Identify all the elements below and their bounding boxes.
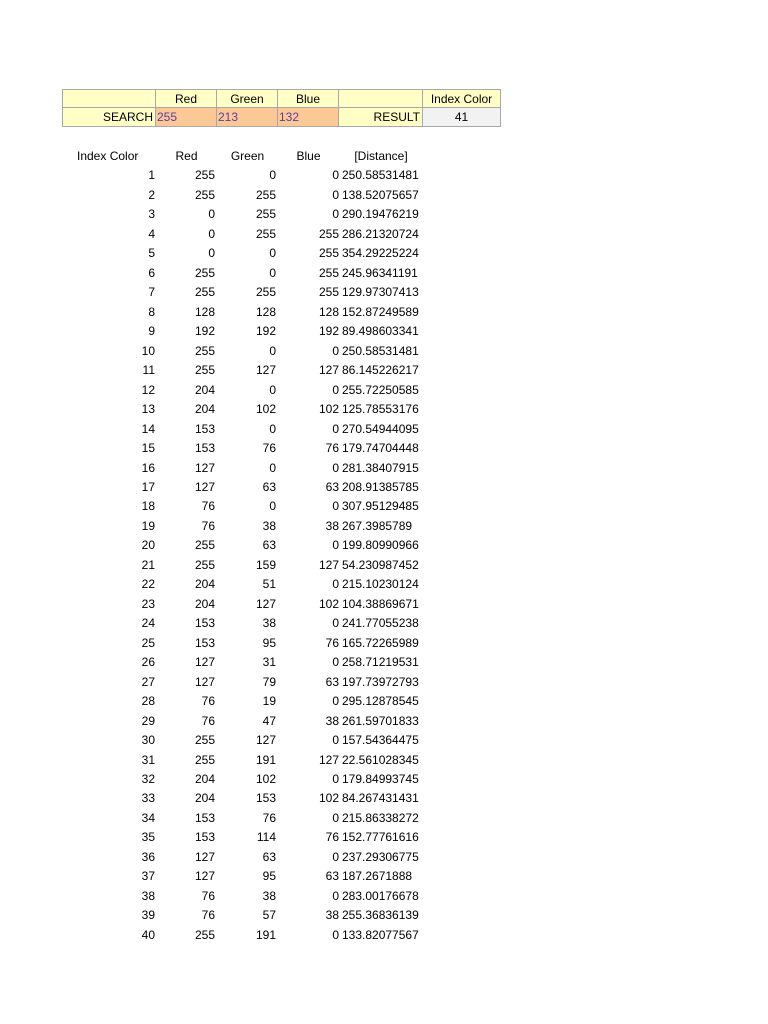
table-row — [62, 205, 423, 224]
search-block — [62, 89, 501, 127]
cell-green[interactable]: 51 — [262, 577, 276, 592]
cell-index-color[interactable]: 34 — [141, 810, 155, 825]
table-row — [62, 887, 423, 906]
column-header-red[interactable]: Red — [175, 149, 198, 163]
cell-red[interactable]: 0 — [208, 207, 215, 222]
cell-blue[interactable]: 0 — [332, 849, 339, 864]
search-label[interactable]: SEARCH — [62, 108, 156, 127]
cell-distance[interactable]: 283.00176678 — [342, 888, 419, 903]
cell-green[interactable]: 47 — [262, 713, 276, 728]
table-row — [62, 303, 423, 322]
table-row — [62, 692, 423, 711]
cell-blue[interactable]: 0 — [332, 460, 339, 475]
cell-blue[interactable]: 102 — [318, 402, 339, 417]
cell-red[interactable]: 127 — [194, 460, 215, 475]
cell-blue[interactable]: 0 — [332, 499, 339, 514]
cell-index-color[interactable]: 28 — [141, 694, 155, 709]
table-row — [62, 712, 423, 731]
cell-index-color[interactable]: 22 — [141, 577, 155, 592]
cell-red[interactable]: 76 — [201, 518, 215, 533]
cell-blue[interactable]: 0 — [332, 888, 339, 903]
cell-index-color[interactable]: 12 — [141, 382, 155, 397]
table-row — [62, 381, 423, 400]
cell-red[interactable]: 204 — [194, 596, 215, 611]
cell-distance[interactable]: 241.77055238 — [342, 616, 419, 631]
cell-index-color[interactable]: 35 — [141, 830, 155, 845]
cell-distance[interactable]: 157.54364475 — [342, 733, 419, 748]
cell-red[interactable]: 0 — [208, 246, 215, 261]
cell-blue[interactable]: 38 — [325, 908, 339, 923]
table-row — [62, 517, 423, 536]
cell-red[interactable]: 128 — [194, 304, 215, 319]
table-row — [62, 439, 423, 458]
cell-index-color[interactable]: 2 — [148, 187, 155, 202]
cell-distance[interactable]: 199.80990966 — [342, 538, 419, 553]
cell-blue[interactable]: 127 — [318, 557, 339, 572]
table-row — [62, 225, 423, 244]
cell-green[interactable]: 159 — [255, 557, 276, 572]
cell-blue[interactable]: 128 — [318, 304, 339, 319]
cell-distance[interactable]: 165.72265989 — [342, 635, 419, 650]
cell-blue[interactable]: 0 — [332, 927, 339, 942]
table-row — [62, 809, 423, 828]
cell-blue[interactable]: 0 — [332, 207, 339, 222]
table-row — [62, 614, 423, 633]
cell-red[interactable]: 255 — [194, 733, 215, 748]
cell-distance[interactable]: 54.230987452 — [342, 557, 419, 572]
cell-green[interactable]: 19 — [262, 694, 276, 709]
cell-blue[interactable]: 0 — [332, 694, 339, 709]
cell-distance[interactable]: 84.267431431 — [342, 791, 419, 806]
cell-green[interactable]: 192 — [255, 324, 276, 339]
cell-green[interactable]: 128 — [255, 304, 276, 319]
cell-red[interactable]: 255 — [194, 265, 215, 280]
cell-index-color[interactable]: 18 — [141, 499, 155, 514]
cell-distance[interactable]: 125.78553176 — [342, 402, 419, 417]
cell-blue[interactable]: 0 — [332, 772, 339, 786]
cell-blue[interactable]: 63 — [325, 479, 339, 494]
table-row — [62, 906, 423, 925]
cell-green[interactable]: 255 — [255, 187, 276, 202]
search-header-blue[interactable]: Blue — [278, 89, 339, 108]
cell-index-color[interactable]: 3 — [148, 207, 155, 222]
search-blue-input[interactable]: 132 — [278, 108, 339, 127]
column-header-distance[interactable]: [Distance] — [354, 149, 408, 163]
cell-distance[interactable]: 152.87249589 — [342, 304, 419, 319]
cell-distance[interactable]: 255.36836139 — [342, 908, 419, 923]
cell-blue[interactable]: 192 — [318, 324, 339, 339]
result-label[interactable]: RESULT — [339, 108, 423, 127]
cell-red[interactable]: 76 — [201, 694, 215, 709]
cell-red[interactable]: 76 — [201, 888, 215, 903]
cell-green[interactable]: 0 — [269, 382, 276, 397]
search-green-input[interactable]: 213 — [217, 108, 278, 127]
cell-blue[interactable]: 63 — [325, 674, 339, 689]
table-row — [62, 595, 423, 614]
cell-blue[interactable]: 0 — [332, 577, 339, 592]
cell-distance[interactable]: 86.145226217 — [342, 363, 419, 378]
cell-blue[interactable]: 76 — [325, 830, 339, 845]
cell-green[interactable]: 0 — [269, 168, 276, 183]
cell-distance[interactable]: 129.97307413 — [342, 285, 419, 300]
cell-green[interactable]: 63 — [262, 538, 276, 553]
cell-distance[interactable]: 281.38407915 — [342, 460, 419, 475]
cell-distance[interactable]: 295.12878545 — [342, 694, 419, 709]
cell-index-color[interactable]: 30 — [141, 733, 155, 748]
cell-distance[interactable]: 22.561028345 — [342, 752, 419, 767]
cell-red[interactable]: 255 — [194, 752, 215, 767]
cell-blue[interactable]: 0 — [332, 810, 339, 825]
table-header-row — [62, 147, 423, 166]
table-row — [62, 751, 423, 770]
cell-red[interactable]: 76 — [201, 713, 215, 728]
cell-blue[interactable]: 0 — [332, 655, 339, 670]
cell-green[interactable]: 0 — [269, 460, 276, 475]
cell-distance[interactable]: 250.58531481 — [342, 343, 419, 358]
table-row — [62, 556, 423, 575]
cell-green[interactable]: 0 — [269, 421, 276, 436]
table-row — [62, 420, 423, 439]
cell-green[interactable]: 38 — [262, 888, 276, 903]
cell-distance[interactable]: 237.29306775 — [342, 849, 419, 864]
cell-distance[interactable]: 250.58531481 — [342, 168, 419, 183]
cell-red[interactable]: 153 — [194, 635, 215, 650]
cell-red[interactable]: 204 — [194, 577, 215, 592]
cell-green[interactable]: 153 — [255, 791, 276, 806]
cell-red[interactable]: 255 — [194, 557, 215, 572]
cell-green[interactable]: 102 — [255, 402, 276, 417]
cell-index-color[interactable]: 5 — [148, 246, 155, 261]
search-input-row — [62, 108, 501, 127]
cell-green[interactable]: 191 — [255, 752, 276, 767]
column-header-green[interactable]: Green — [230, 149, 265, 163]
table-row — [62, 166, 423, 185]
cell-green[interactable]: 0 — [269, 499, 276, 514]
cell-green[interactable]: 0 — [269, 246, 276, 261]
table-row — [62, 731, 423, 750]
cell-red[interactable]: 255 — [194, 285, 215, 300]
table-row — [62, 497, 423, 516]
cell-blue[interactable]: 102 — [318, 791, 339, 806]
cell-index-color[interactable]: 14 — [141, 421, 155, 436]
cell-index-color[interactable]: 4 — [148, 226, 155, 241]
cell-red[interactable]: 76 — [201, 499, 215, 514]
cell-index-color[interactable]: 32 — [141, 772, 155, 786]
cell-blue[interactable]: 38 — [325, 518, 339, 533]
cell-index-color[interactable]: 15 — [141, 441, 155, 456]
cell-distance[interactable]: 307.95129485 — [342, 499, 419, 514]
cell-distance[interactable]: 104.38869671 — [342, 596, 419, 611]
cell-blue[interactable]: 0 — [332, 382, 339, 397]
cell-index-color[interactable]: 40 — [141, 927, 155, 942]
cell-index-color[interactable]: 8 — [148, 304, 155, 319]
cell-blue[interactable]: 0 — [332, 187, 339, 202]
cell-red[interactable]: 255 — [194, 168, 215, 183]
cell-red[interactable]: 127 — [194, 869, 215, 884]
cell-red[interactable]: 0 — [208, 226, 215, 241]
cell-distance[interactable]: 245.96341191 — [342, 265, 418, 280]
table-row — [62, 789, 423, 808]
cell-blue[interactable]: 0 — [332, 421, 339, 436]
cell-distance[interactable]: 179.74704448 — [342, 441, 419, 456]
table-row — [62, 867, 423, 886]
cell-index-color[interactable]: 26 — [141, 655, 155, 670]
cell-blue[interactable]: 0 — [332, 343, 339, 358]
cell-index-color[interactable]: 13 — [141, 402, 155, 417]
cell-index-color[interactable]: 21 — [141, 557, 155, 572]
cell-index-color[interactable]: 11 — [142, 363, 155, 378]
cell-blue[interactable]: 0 — [332, 616, 339, 631]
cell-green[interactable]: 255 — [255, 207, 276, 222]
cell-red[interactable]: 204 — [194, 791, 215, 806]
cell-green[interactable]: 0 — [269, 343, 276, 358]
cell-index-color[interactable]: 24 — [141, 616, 155, 631]
cell-index-color[interactable]: 7 — [148, 285, 155, 300]
cell-green[interactable]: 102 — [255, 772, 276, 786]
cell-green[interactable]: 76 — [262, 810, 276, 825]
cell-blue[interactable]: 255 — [318, 226, 339, 241]
cell-green[interactable]: 63 — [262, 849, 276, 864]
cell-index-color[interactable]: 17 — [141, 479, 155, 494]
cell-blue[interactable]: 0 — [332, 168, 339, 183]
cell-index-color[interactable]: 25 — [141, 635, 155, 650]
result-value[interactable]: 41 — [423, 108, 501, 127]
table-row — [62, 673, 423, 692]
table-row — [62, 848, 423, 867]
cell-red[interactable]: 127 — [194, 674, 215, 689]
search-header-empty-cell[interactable] — [62, 89, 156, 108]
cell-index-color[interactable]: 29 — [141, 713, 155, 728]
search-header-green[interactable]: Green — [217, 89, 278, 108]
cell-index-color[interactable]: 16 — [141, 460, 155, 475]
cell-green[interactable]: 255 — [255, 285, 276, 300]
cell-distance[interactable]: 255.72250585 — [342, 382, 419, 397]
cell-green[interactable]: 79 — [262, 674, 276, 689]
cell-index-color[interactable]: 19 — [141, 518, 155, 533]
cell-distance[interactable]: 208.91385785 — [342, 479, 419, 494]
cell-blue[interactable]: 255 — [318, 265, 339, 280]
table-row — [62, 926, 423, 945]
cell-blue[interactable]: 76 — [325, 635, 339, 650]
cell-blue[interactable]: 76 — [325, 441, 339, 456]
cell-green[interactable]: 76 — [262, 441, 276, 456]
cell-distance[interactable]: 179.84993745 — [342, 772, 419, 786]
cell-distance[interactable]: 197.73972793 — [342, 674, 419, 689]
cell-green[interactable]: 38 — [262, 616, 276, 631]
cell-green[interactable]: 95 — [262, 635, 276, 650]
cell-red[interactable]: 255 — [194, 187, 215, 202]
cell-index-color[interactable]: 36 — [141, 849, 155, 864]
table-row — [62, 770, 423, 789]
cell-index-color[interactable]: 1 — [148, 168, 155, 183]
cell-distance[interactable]: 267.3985789 — [342, 518, 413, 533]
cell-red[interactable]: 127 — [194, 849, 215, 864]
table-row — [62, 264, 423, 283]
cell-index-color[interactable]: 39 — [141, 908, 155, 923]
cell-distance[interactable]: 286.21320724 — [342, 226, 419, 241]
cell-red[interactable]: 153 — [194, 616, 215, 631]
cell-blue[interactable]: 38 — [325, 713, 339, 728]
cell-green[interactable]: 127 — [255, 596, 276, 611]
cell-distance[interactable]: 215.10230124 — [342, 577, 419, 592]
cell-green[interactable]: 127 — [255, 733, 276, 748]
cell-red[interactable]: 192 — [194, 324, 215, 339]
cell-blue[interactable]: 255 — [318, 285, 339, 300]
cell-red[interactable]: 255 — [194, 927, 215, 942]
cell-blue[interactable]: 0 — [332, 538, 339, 553]
cell-distance[interactable]: 290.19476219 — [342, 207, 419, 222]
cell-red[interactable]: 255 — [194, 538, 215, 553]
cell-blue[interactable]: 127 — [318, 752, 339, 767]
cell-distance[interactable]: 138.52075657 — [342, 187, 419, 202]
cell-red[interactable]: 204 — [194, 772, 215, 786]
cell-red[interactable]: 127 — [194, 479, 215, 494]
cell-green[interactable]: 31 — [262, 655, 276, 670]
cell-index-color[interactable]: 38 — [141, 888, 155, 903]
cell-blue[interactable]: 255 — [318, 246, 339, 261]
cell-distance[interactable]: 261.59701833 — [342, 713, 419, 728]
cell-green[interactable]: 127 — [255, 363, 276, 378]
table-row — [62, 478, 423, 497]
table-row — [62, 653, 423, 672]
cell-green[interactable]: 95 — [262, 869, 276, 884]
cell-red[interactable]: 153 — [194, 441, 215, 456]
cell-green[interactable]: 191 — [255, 927, 276, 942]
column-header-blue[interactable]: Blue — [296, 149, 321, 163]
search-header-red[interactable]: Red — [156, 89, 217, 108]
cell-red[interactable]: 127 — [194, 655, 215, 670]
cell-red[interactable]: 255 — [194, 343, 215, 358]
cell-index-color[interactable]: 23 — [141, 596, 155, 611]
search-header-row — [62, 89, 501, 108]
table-row — [62, 244, 423, 263]
cell-red[interactable]: 204 — [194, 402, 215, 417]
search-header-spacer-cell[interactable] — [339, 89, 423, 108]
cell-index-color[interactable]: 37 — [141, 869, 155, 884]
cell-index-color[interactable]: 27 — [141, 674, 155, 689]
cell-distance[interactable]: 270.54944095 — [342, 421, 419, 436]
cell-distance[interactable]: 187.2671888 — [342, 869, 413, 884]
result-header-index-color[interactable]: Index Color — [423, 89, 501, 108]
cell-index-color[interactable]: 10 — [141, 343, 155, 358]
color-index-table — [62, 147, 423, 945]
cell-index-color[interactable]: 9 — [148, 324, 155, 339]
cell-green[interactable]: 57 — [262, 908, 276, 923]
cell-red[interactable]: 153 — [194, 810, 215, 825]
cell-green[interactable]: 114 — [256, 830, 276, 845]
table-row — [62, 536, 423, 555]
cell-blue[interactable]: 63 — [325, 869, 339, 884]
cell-distance[interactable]: 89.498603341 — [342, 324, 419, 339]
cell-index-color[interactable]: 33 — [141, 791, 155, 806]
table-row — [62, 400, 423, 419]
cell-red[interactable]: 204 — [194, 382, 215, 397]
search-red-input[interactable]: 255 — [156, 108, 217, 127]
table-row — [62, 634, 423, 653]
table-row — [62, 283, 423, 302]
table-row — [62, 459, 423, 478]
cell-blue[interactable]: 102 — [318, 596, 339, 611]
cell-index-color[interactable]: 31 — [141, 752, 155, 767]
table-row — [62, 361, 423, 380]
cell-blue[interactable]: 127 — [318, 363, 339, 378]
cell-red[interactable]: 255 — [194, 363, 215, 378]
cell-distance[interactable]: 258.71219531 — [342, 655, 419, 670]
table-row — [62, 342, 423, 361]
cell-distance[interactable]: 215.86338272 — [342, 810, 419, 825]
cell-index-color[interactable]: 20 — [141, 538, 155, 553]
cell-green[interactable]: 38 — [262, 518, 276, 533]
cell-green[interactable]: 255 — [255, 226, 276, 241]
table-row — [62, 322, 423, 341]
table-row — [62, 828, 423, 847]
cell-red[interactable]: 153 — [194, 830, 215, 845]
table-row — [62, 575, 423, 594]
cell-blue[interactable]: 0 — [332, 733, 339, 748]
column-header-index-color[interactable]: Index Color — [77, 149, 139, 163]
cell-distance[interactable]: 354.29225224 — [342, 246, 419, 261]
cell-green[interactable]: 0 — [269, 265, 276, 280]
cell-red[interactable]: 153 — [194, 421, 215, 436]
cell-distance[interactable]: 152.77761616 — [342, 830, 419, 845]
cell-distance[interactable]: 133.82077567 — [342, 927, 419, 942]
cell-green[interactable]: 63 — [262, 479, 276, 494]
cell-red[interactable]: 76 — [201, 908, 215, 923]
table-row — [62, 186, 423, 205]
cell-index-color[interactable]: 6 — [148, 265, 155, 280]
